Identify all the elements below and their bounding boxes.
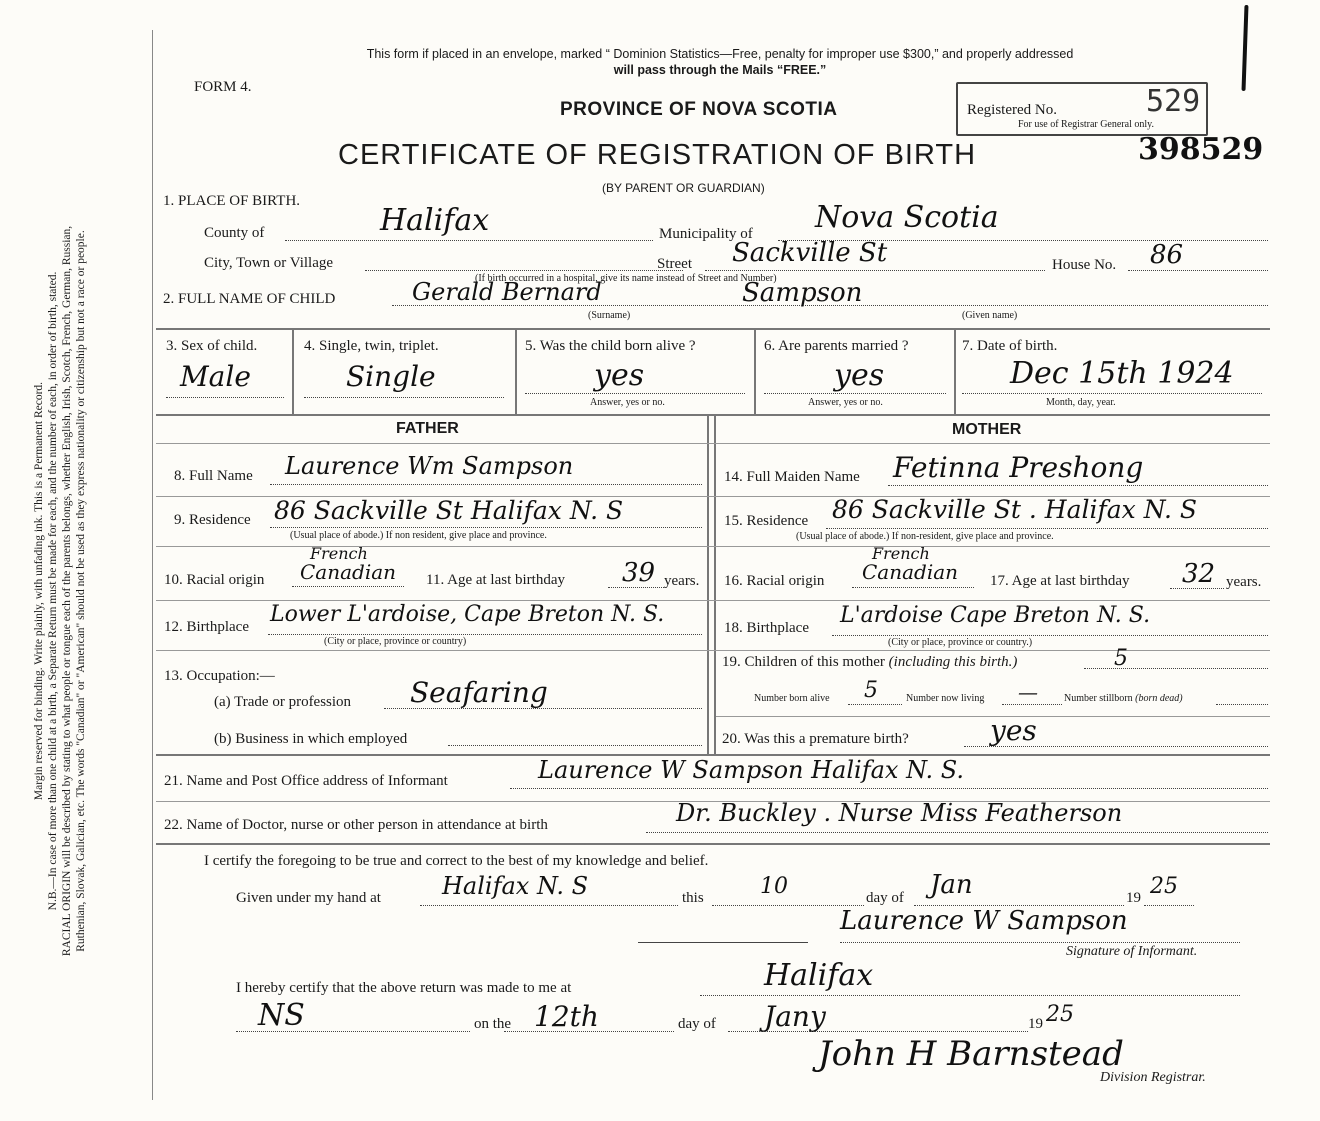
- registrar-signature: John H Barnstead: [818, 1034, 1124, 1074]
- dob-value: Dec 15th 1924: [1010, 356, 1234, 391]
- father-age-unit: years.: [664, 573, 700, 589]
- registered-number-label: Registered No.: [967, 102, 1057, 118]
- given-place: Halifax N. S: [442, 872, 589, 900]
- father-name-label: 8. Full Name: [174, 468, 253, 484]
- child-given-names: Gerald Bernard: [412, 278, 602, 306]
- father-birthplace-value: Lower L'ardoise, Cape Breton N. S.: [270, 602, 665, 627]
- informant-label: 21. Name and Post Office address of Informant: [164, 773, 448, 789]
- father-name-value: Laurence Wm Sampson: [285, 452, 574, 480]
- attendant-value: Dr. Buckley . Nurse Miss Featherson: [676, 799, 1123, 827]
- children-note: (including this birth.): [888, 654, 1018, 670]
- child-surname: Sampson: [742, 278, 863, 308]
- sex-label: 3. Sex of child.: [166, 338, 258, 354]
- day-of-label: day of: [866, 890, 904, 906]
- registrar-place: Halifax: [764, 958, 874, 993]
- alive-caption: Answer, yes or no.: [590, 397, 665, 408]
- stillborn-label: [1064, 693, 1183, 704]
- house-label: House No.: [1052, 257, 1117, 273]
- house-value: 86: [1150, 240, 1184, 270]
- informant-caption: Signature of Informant.: [1066, 944, 1198, 959]
- registrar-month: Jany: [764, 1000, 826, 1033]
- surname-caption: (Surname): [588, 310, 631, 321]
- father-age-value: 39: [622, 558, 656, 588]
- mother-racial-label: 16. Racial origin: [724, 573, 825, 589]
- county-value: Halifax: [380, 203, 490, 238]
- margin-line: N.B.—In case of more than one child at a birth, a Separate Return must be made for each, and the number of each, in order of birth, stated.: [47, 271, 59, 911]
- city-label: City, Town or Village: [204, 255, 334, 271]
- born-alive-label: Number born alive: [754, 693, 830, 704]
- mother-racial-value: Canadian: [862, 560, 959, 584]
- mother-age-label: 17. Age at last birthday: [990, 573, 1130, 589]
- street-value: Sackville St: [732, 238, 888, 268]
- page-subtitle: (BY PARENT OR GUARDIAN): [602, 181, 765, 195]
- now-living-label: Number now living: [906, 693, 985, 704]
- ink-stroke: [1242, 5, 1249, 91]
- sex-value: Male: [180, 360, 251, 393]
- father-racial-value: Canadian: [300, 560, 397, 584]
- dob-label: 7. Date of birth.: [962, 338, 1058, 354]
- alive-label: 5. Was the child born alive ?: [525, 338, 696, 354]
- attendant-label: 22. Name of Doctor, nurse or other person in attendance at birth: [164, 817, 548, 833]
- informant-signature: Laurence W Sampson: [840, 906, 1128, 936]
- mother-age-unit: years.: [1226, 574, 1262, 590]
- premature-label: 20. Was this a premature birth?: [722, 731, 909, 747]
- stillborn-label-text: Number stillborn: [1064, 693, 1133, 704]
- postal-notice: [250, 46, 1190, 78]
- mother-birthplace-caption: (City or place, province or country.): [888, 637, 1033, 648]
- mother-residence-caption: (Usual place of abode.) If non-resident, give place and province.: [796, 531, 1054, 542]
- registered-number-box: [956, 82, 1208, 136]
- registrar-place-prefix: NS: [258, 998, 305, 1033]
- municipality-label: Municipality of: [659, 226, 753, 242]
- occupation-label: 13. Occupation:—: [164, 668, 275, 684]
- registrar-statement: I hereby certify that the above return was made to me at: [236, 980, 572, 996]
- born-alive-value: 5: [864, 678, 878, 703]
- page-title: CERTIFICATE OF REGISTRATION OF BIRTH: [338, 139, 977, 171]
- alive-value: yes: [594, 358, 645, 393]
- child-name-label: 2. FULL NAME OF CHILD: [163, 291, 336, 307]
- mother-age-value: 32: [1182, 559, 1216, 589]
- mother-residence-label: 15. Residence: [724, 513, 809, 529]
- given-year: 25: [1150, 874, 1178, 899]
- married-value: yes: [834, 358, 885, 393]
- plurality-label: 4. Single, twin, triplet.: [304, 338, 439, 354]
- postal-notice-line: This form if placed in an envelope, marked “ Dominion Statistics—Free, penalty for improper use $300,” and properly addressed: [366, 47, 1074, 61]
- given-month: Jan: [930, 870, 973, 900]
- mother-birthplace-value: L'ardoise Cape Breton N. S.: [840, 603, 1151, 628]
- father-residence-caption: (Usual place of abode.) If non resident, give place and province.: [290, 530, 547, 541]
- children-value: 5: [1114, 646, 1128, 671]
- given-name-caption: (Given name): [962, 310, 1018, 321]
- margin-line: Margin reserved for binding. Write plainly, with unfading ink. This is a Permanent Record.: [33, 381, 45, 801]
- municipality-value: Nova Scotia: [815, 200, 999, 235]
- year-prefix: 19: [1126, 890, 1141, 906]
- registrar-caption: Division Registrar.: [1100, 1070, 1206, 1085]
- married-label: 6. Are parents married ?: [764, 338, 909, 354]
- mother-name-label: 14. Full Maiden Name: [724, 469, 860, 485]
- margin-line: RACIAL ORIGIN will be described by stating to what people or tongue each of the parents belongs, whether English, Irish, Scotch, French, German, Russian,: [61, 225, 73, 957]
- father-birthplace-label: 12. Birthplace: [164, 619, 249, 635]
- registrar-year-prefix: 19: [1028, 1016, 1043, 1032]
- trade-label: (a) Trade or profession: [214, 694, 352, 710]
- father-heading: FATHER: [396, 420, 459, 437]
- mother-name-value: Fetinna Preshong: [893, 451, 1144, 484]
- registrar-day-of: day of: [678, 1016, 716, 1032]
- father-racial-value-top: French: [310, 544, 368, 563]
- province-heading: PROVINCE OF NOVA SCOTIA: [560, 99, 838, 120]
- stamped-number: 398529: [1138, 132, 1264, 167]
- on-the-label: on the: [474, 1016, 512, 1032]
- business-label: (b) Business in which employed: [214, 731, 408, 747]
- county-label: County of: [204, 225, 265, 241]
- binding-margin-line: [152, 30, 153, 1100]
- married-caption: Answer, yes or no.: [808, 397, 883, 408]
- informant-value: Laurence W Sampson Halifax N. S.: [538, 756, 965, 784]
- registered-number-value: 529: [1146, 84, 1201, 119]
- stillborn-note: (born dead): [1135, 693, 1183, 704]
- given-day: 10: [760, 874, 788, 899]
- registrar-day: 12th: [534, 1000, 599, 1033]
- plurality-value: Single: [346, 360, 436, 393]
- mother-birthplace-label: 18. Birthplace: [724, 620, 809, 636]
- father-racial-label: 10. Racial origin: [164, 572, 265, 588]
- registrar-year: 25: [1046, 1002, 1074, 1027]
- mother-racial-value-top: French: [872, 544, 930, 563]
- this-label: this: [682, 890, 704, 906]
- hospital-note: (If birth occurred in a hospital, give its name instead of Street and Number): [475, 273, 777, 284]
- father-residence-label: 9. Residence: [174, 512, 251, 528]
- premature-value: yes: [990, 714, 1037, 747]
- mother-residence-value: 86 Sackville St . Halifax N. S: [832, 495, 1198, 524]
- now-living-value: —: [1018, 680, 1038, 704]
- registrar-note: For use of Registrar General only.: [1018, 119, 1154, 130]
- father-birthplace-caption: (City or place, province or country): [324, 636, 467, 647]
- children-label: [722, 654, 1017, 671]
- place-of-birth-heading: 1. PLACE OF BIRTH.: [163, 193, 301, 209]
- dob-caption: Month, day, year.: [1046, 397, 1116, 408]
- trade-value: Seafaring: [410, 676, 548, 709]
- father-age-label: 11. Age at last birthday: [426, 572, 565, 588]
- mother-heading: MOTHER: [952, 421, 1022, 438]
- margin-instructions: [32, 61, 88, 1121]
- given-label: Given under my hand at: [236, 890, 381, 906]
- postal-notice-line: will pass through the Mails “FREE.”: [613, 63, 827, 77]
- certification-statement: I certify the foregoing to be true and correct to the best of my knowledge and belief.: [204, 853, 709, 869]
- form-number: FORM 4.: [194, 79, 252, 95]
- father-residence-value: 86 Sackville St Halifax N. S: [274, 496, 624, 525]
- margin-line: Ruthenian, Slovak, Galician, etc. The words "Canadian" or "American" should not be used as they express nationality or citizenship but not a race or people.: [75, 230, 87, 952]
- children-label-text: 19. Children of this mother: [722, 654, 885, 670]
- street-label: Street: [657, 256, 692, 272]
